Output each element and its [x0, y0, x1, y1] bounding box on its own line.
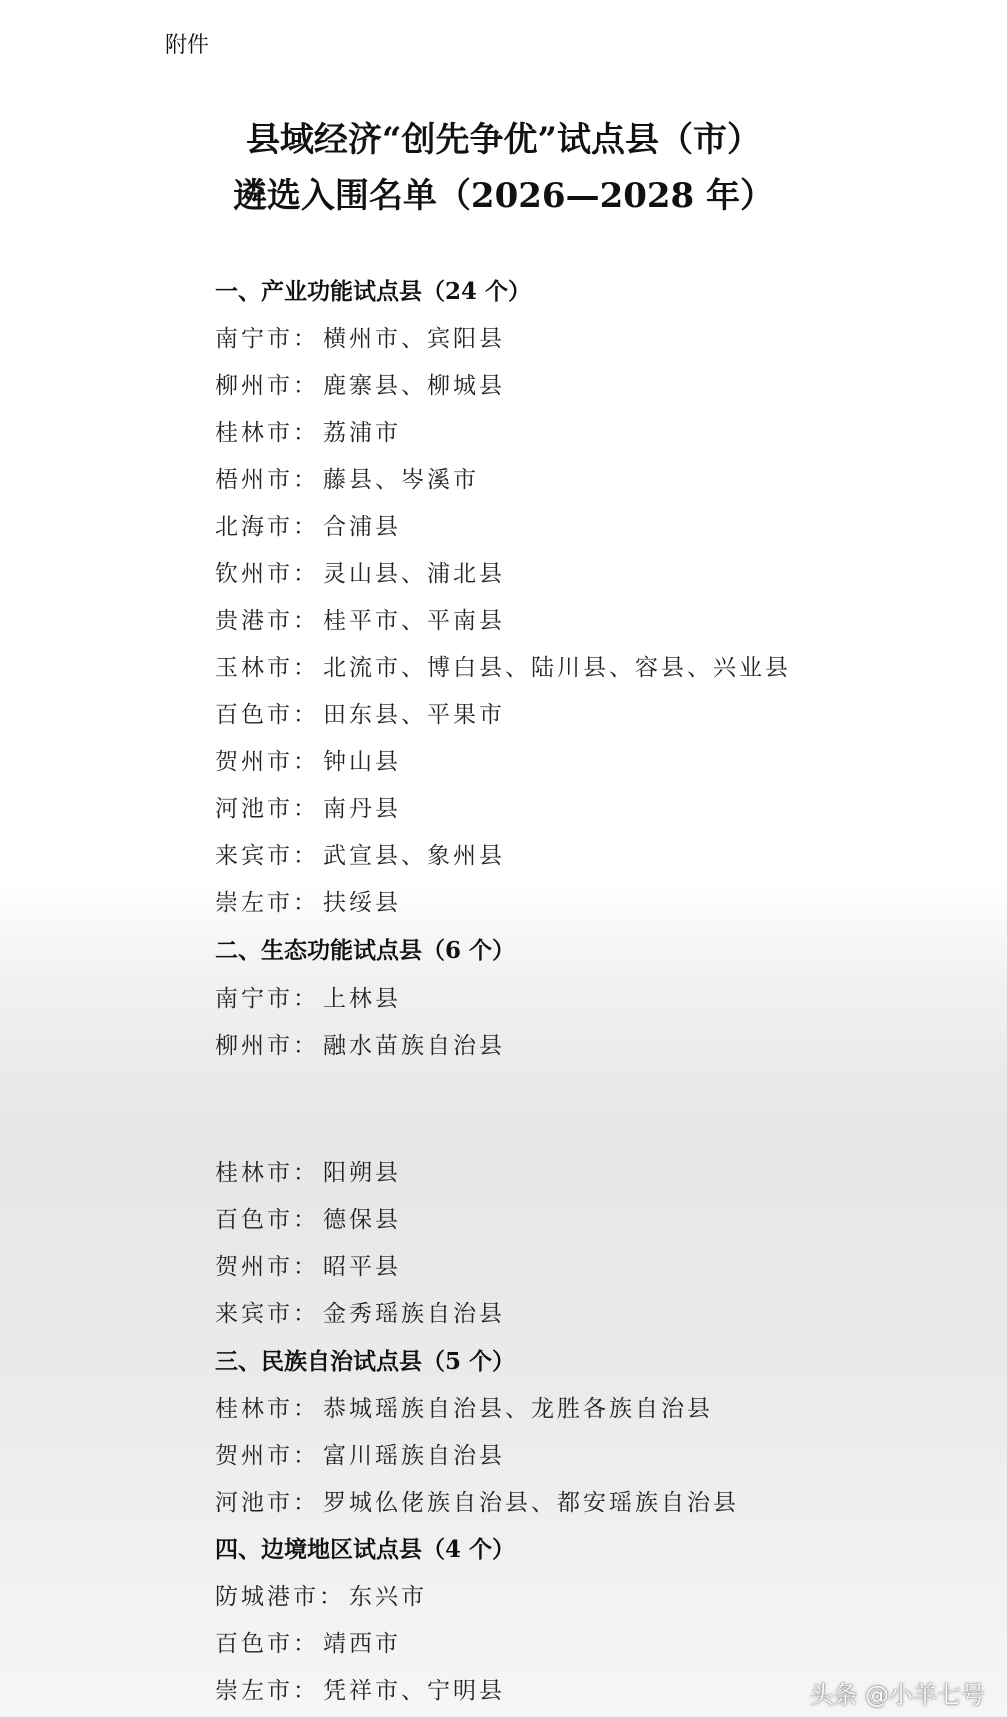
separator: ： [293, 1033, 319, 1059]
separator: ： [293, 467, 319, 493]
section-heading-ethnic-autonomy: 三、民族自治试点县（5 个） [215, 1348, 516, 1375]
county-list: 德保县 [323, 1207, 401, 1233]
list-item [215, 884, 401, 917]
attachment-label: 附件 [165, 33, 210, 58]
separator: ： [293, 1490, 319, 1516]
city-name: 百色市 [215, 702, 293, 728]
separator: ： [293, 420, 319, 446]
section-heading-ecological: 二、生态功能试点县（6 个） [215, 937, 516, 964]
list-item [215, 790, 401, 823]
county-list: 桂平市、平南县 [323, 608, 505, 634]
city-name: 桂林市 [215, 1396, 293, 1422]
county-list: 田东县、平果市 [323, 702, 505, 728]
separator: ： [293, 608, 319, 634]
city-name: 来宾市 [215, 1301, 293, 1327]
county-list: 武宣县、象州县 [323, 843, 505, 869]
county-list: 融水苗族自治县 [323, 1033, 505, 1059]
list-item [215, 696, 505, 729]
county-list: 荔浦市 [323, 420, 401, 446]
city-name: 南宁市 [215, 986, 293, 1012]
separator: ： [293, 655, 319, 681]
county-list: 灵山县、浦北县 [323, 561, 505, 587]
list-item [215, 1295, 505, 1328]
separator: ： [293, 326, 319, 352]
separator: ： [293, 1396, 319, 1422]
separator: ： [319, 1584, 345, 1610]
list-item [215, 1578, 427, 1611]
separator: ： [293, 1631, 319, 1657]
separator: ： [293, 1443, 319, 1469]
city-name: 柳州市 [215, 1033, 293, 1059]
city-name: 南宁市 [215, 326, 293, 352]
list-item [215, 414, 401, 447]
list-item [215, 837, 505, 870]
list-item [215, 1154, 401, 1187]
city-name: 贵港市 [215, 608, 293, 634]
list-item [215, 1625, 401, 1658]
separator: ： [293, 1254, 319, 1280]
county-list: 昭平县 [323, 1254, 401, 1280]
separator: ： [293, 796, 319, 822]
separator: ： [293, 1207, 319, 1233]
county-list: 阳朔县 [323, 1160, 401, 1186]
separator: ： [293, 843, 319, 869]
document-title-line-2: 遴选入围名单（2026—2028 年） [232, 176, 775, 216]
county-list: 钟山县 [323, 749, 401, 775]
city-name: 河池市 [215, 796, 293, 822]
county-list: 靖西市 [323, 1631, 401, 1657]
city-name: 北海市 [215, 514, 293, 540]
list-item [215, 1484, 739, 1517]
separator: ： [293, 986, 319, 1012]
city-name: 梧州市 [215, 467, 293, 493]
list-item [215, 980, 401, 1013]
list-item [215, 1201, 401, 1234]
city-name: 贺州市 [215, 1254, 293, 1280]
city-name: 河池市 [215, 1490, 293, 1516]
list-item [215, 649, 791, 682]
list-item [215, 320, 505, 353]
county-list: 南丹县 [323, 796, 401, 822]
separator: ： [293, 702, 319, 728]
county-list: 合浦县 [323, 514, 401, 540]
separator: ： [293, 373, 319, 399]
list-item [215, 555, 505, 588]
list-item [215, 602, 505, 635]
separator: ： [293, 514, 319, 540]
separator: ： [293, 1301, 319, 1327]
county-list: 上林县 [323, 986, 401, 1012]
separator: ： [293, 561, 319, 587]
list-item [215, 1248, 401, 1281]
county-list: 北流市、博白县、陆川县、容县、兴业县 [323, 655, 791, 681]
section-heading-border-areas: 四、边境地区试点县（4 个） [215, 1536, 516, 1563]
city-name: 防城港市 [215, 1584, 319, 1610]
list-item [215, 1437, 505, 1470]
county-list: 东兴市 [349, 1584, 427, 1610]
county-list: 扶绥县 [323, 890, 401, 916]
city-name: 桂林市 [215, 420, 293, 446]
city-name: 玉林市 [215, 655, 293, 681]
county-list: 鹿寨县、柳城县 [323, 373, 505, 399]
city-name: 钦州市 [215, 561, 293, 587]
list-item [215, 367, 505, 400]
city-name: 崇左市 [215, 1678, 293, 1704]
city-name: 贺州市 [215, 749, 293, 775]
section-heading-industrial: 一、产业功能试点县（24 个） [215, 278, 532, 305]
city-name: 桂林市 [215, 1160, 293, 1186]
separator: ： [293, 749, 319, 775]
city-name: 柳州市 [215, 373, 293, 399]
county-list: 凭祥市、宁明县 [323, 1678, 505, 1704]
list-item [215, 743, 401, 776]
separator: ： [293, 890, 319, 916]
separator: ： [293, 1160, 319, 1186]
list-item [215, 1027, 505, 1060]
city-name: 百色市 [215, 1631, 293, 1657]
list-item [215, 461, 479, 494]
county-list: 藤县、岑溪市 [323, 467, 479, 493]
county-list: 金秀瑶族自治县 [323, 1301, 505, 1327]
list-item [215, 1390, 713, 1423]
city-name: 百色市 [215, 1207, 293, 1233]
city-name: 崇左市 [215, 890, 293, 916]
source-watermark: 头条 @小羊七号 [809, 1681, 985, 1709]
county-list: 富川瑶族自治县 [323, 1443, 505, 1469]
county-list: 恭城瑶族自治县、龙胜各族自治县 [323, 1396, 713, 1422]
list-item [215, 508, 401, 541]
document-title-line-1: 县域经济“创先争优”试点县（市） [245, 120, 762, 160]
county-list: 罗城仫佬族自治县、都安瑶族自治县 [323, 1490, 739, 1516]
county-list: 横州市、宾阳县 [323, 326, 505, 352]
city-name: 贺州市 [215, 1443, 293, 1469]
list-item [215, 1672, 505, 1705]
city-name: 来宾市 [215, 843, 293, 869]
separator: ： [293, 1678, 319, 1704]
